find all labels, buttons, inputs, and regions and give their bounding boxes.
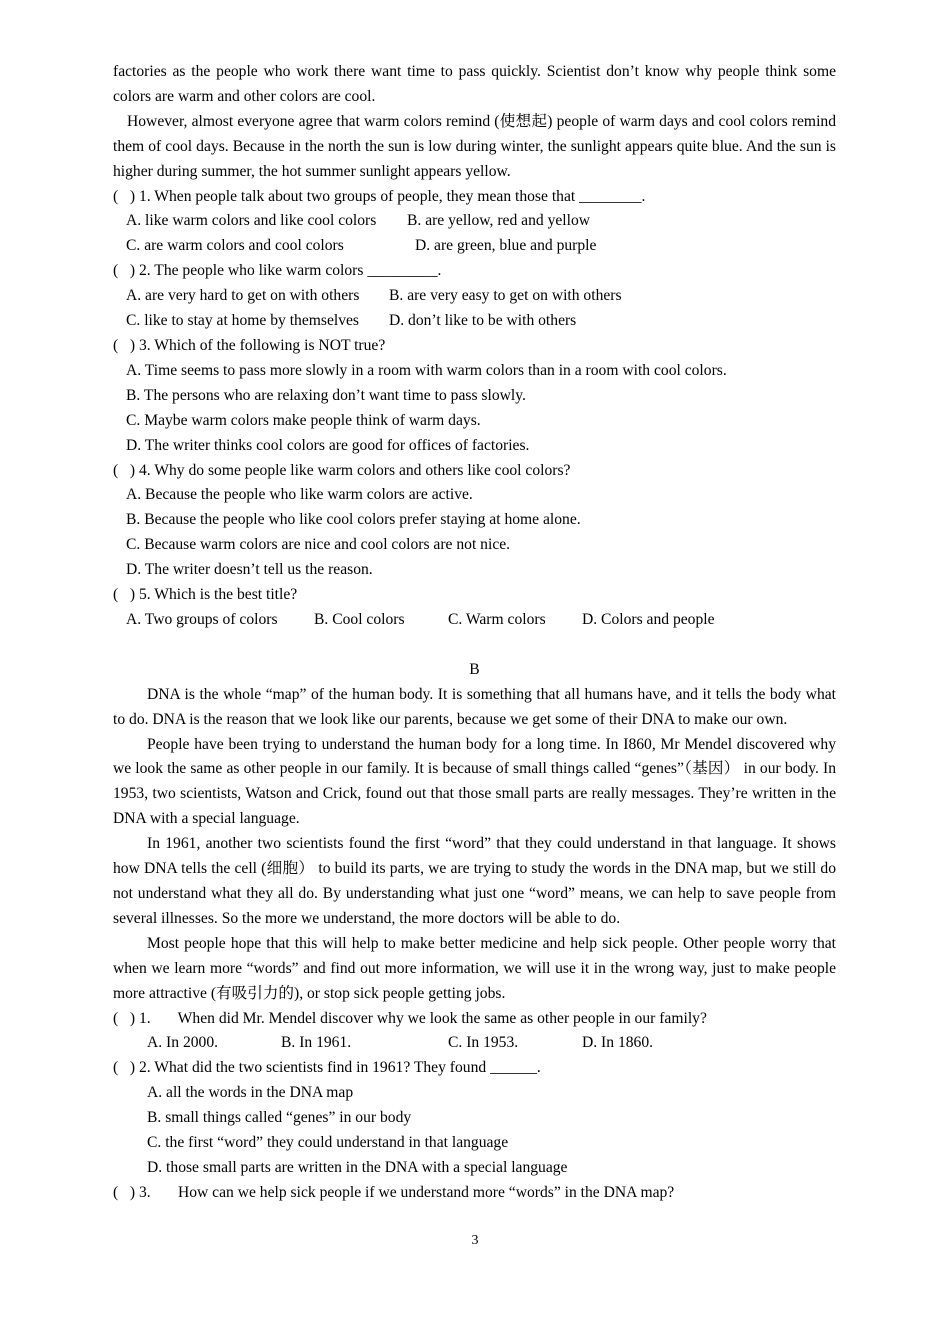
option-a3-b: B. The persons who are relaxing don’t want time to pass slowly. bbox=[126, 386, 526, 404]
question-a3: ( ) 3. Which of the following is NOT true? bbox=[113, 336, 386, 354]
question-b1-options bbox=[113, 1031, 836, 1056]
option-a4-c: C. Because warm colors are nice and cool colors are not nice. bbox=[126, 536, 511, 554]
question-a1-options-row1 bbox=[113, 209, 836, 234]
option-b1-b: B. In 1961. bbox=[281, 1034, 352, 1052]
option-a5-b: B. Cool colors bbox=[314, 610, 405, 628]
option-a4-b: B. Because the people who like cool colors prefer staying at home alone. bbox=[126, 511, 581, 529]
option-a3-a: A. Time seems to pass more slowly in a room with warm colors than in a room with cool colors. bbox=[126, 361, 727, 379]
question-a2-options-row1 bbox=[113, 284, 836, 309]
section-spacer bbox=[113, 633, 836, 658]
question-a1: ( ) 1. When people talk about two groups of people, they mean those that ________. bbox=[113, 187, 646, 205]
option-a4-a: A. Because the people who like warm colors are active. bbox=[126, 486, 473, 504]
option-a5-d: D. Colors and people bbox=[582, 610, 715, 628]
option-a1-b: B. are yellow, red and yellow bbox=[407, 212, 591, 230]
question-a2: ( ) 2. The people who like warm colors _________. bbox=[113, 262, 442, 280]
option-a1-d: D. are green, blue and purple bbox=[415, 237, 597, 255]
passage-b-paragraph-3: In 1961, another two scientists found the first “word” that they could understand in that language. It shows how DNA tells the cell (细胞） to build its parts, we are trying to study the words in the DNA map, but we still do not understand what they all do. By understanding what just one “word” means, we can help to save people from several illnesses. So the more we understand, the more doctors will be able to do. bbox=[113, 835, 836, 927]
document-page bbox=[113, 60, 836, 1206]
page-number: 3 bbox=[471, 1233, 479, 1248]
option-a3-d: D. The writer thinks cool colors are good for offices of factories. bbox=[126, 436, 530, 454]
question-a5-options bbox=[113, 608, 836, 633]
option-a5-c: C. Warm colors bbox=[448, 610, 546, 628]
option-b1-d: D. In 1860. bbox=[582, 1034, 654, 1052]
option-a1-c: C. are warm colors and cool colors bbox=[126, 237, 344, 255]
option-a2-a: A. are very hard to get on with others bbox=[126, 287, 360, 305]
option-a3-c: C. Maybe warm colors make people think of warm days. bbox=[126, 411, 481, 429]
option-a5-a: A. Two groups of colors bbox=[126, 610, 278, 628]
passage-b-heading: B bbox=[469, 660, 480, 678]
question-b1: ( ) 1. When did Mr. Mendel discover why we look the same as other people in our family? bbox=[113, 1009, 707, 1027]
question-b3: ( ) 3. How can we help sick people if we understand more “words” in the DNA map? bbox=[113, 1183, 675, 1201]
passage-b-paragraph-1: DNA is the whole “map” of the human body. It is something that all humans have, and it tells the body what to do. DNA is the reason that we look like our parents, because we get some of their DNA to make our own. bbox=[113, 685, 836, 728]
option-a2-c: C. like to stay at home by themselves bbox=[126, 312, 360, 330]
question-b2: ( ) 2. What did the two scientists find in 1961? They found ______. bbox=[113, 1059, 541, 1077]
option-b2-d: D. those small parts are written in the DNA with a special language bbox=[147, 1158, 568, 1176]
option-b2-a: A. all the words in the DNA map bbox=[147, 1084, 354, 1102]
passage-a-paragraph-2: However, almost everyone agree that warm colors remind (使想起) people of warm days and cool colors remind them of cool days. Because in the north the sun is low during winter, the sunlight appears quite blue. And the sun is higher during summer, the hot summer sunlight appears yellow. bbox=[113, 112, 836, 180]
option-a1-a: A. like warm colors and like cool colors bbox=[126, 212, 377, 230]
question-a2-options-row2 bbox=[113, 309, 836, 334]
passage-b-paragraph-2: People have been trying to understand the human body for a long time. In I860, Mr Mendel discovered why we look the same as other people in our family. It is because of small things called “genes”（基因） in our body. In 1953, two scientists, Watson and Crick, found out that those small parts are really messages. They’re written in the DNA with a special language. bbox=[113, 735, 836, 828]
option-b1-a: A. In 2000. bbox=[147, 1034, 219, 1052]
option-a4-d: D. The writer doesn’t tell us the reason. bbox=[126, 561, 373, 579]
option-b2-c: C. the first “word” they could understand in that language bbox=[147, 1134, 509, 1152]
passage-a-paragraph-1: factories as the people who work there want time to pass quickly. Scientist don’t know why people think some colors are warm and other colors are cool. bbox=[113, 63, 836, 105]
option-b1-c: C. In 1953. bbox=[448, 1034, 519, 1052]
question-a4: ( ) 4. Why do some people like warm colors and others like cool colors? bbox=[113, 461, 571, 479]
question-a5: ( ) 5. Which is the best title? bbox=[113, 586, 298, 604]
option-b2-b: B. small things called “genes” in our body bbox=[147, 1109, 412, 1127]
option-a2-d: D. don’t like to be with others bbox=[389, 312, 577, 330]
question-a1-options-row2 bbox=[113, 234, 836, 259]
option-a2-b: B. are very easy to get on with others bbox=[389, 287, 622, 305]
passage-b-paragraph-4: Most people hope that this will help to make better medicine and help sick people. Other people worry that when we learn more “words” and find out more information, we will use it in the wrong way, just to make people more attractive (有吸引力的), or stop sick people getting jobs. bbox=[113, 934, 836, 1002]
